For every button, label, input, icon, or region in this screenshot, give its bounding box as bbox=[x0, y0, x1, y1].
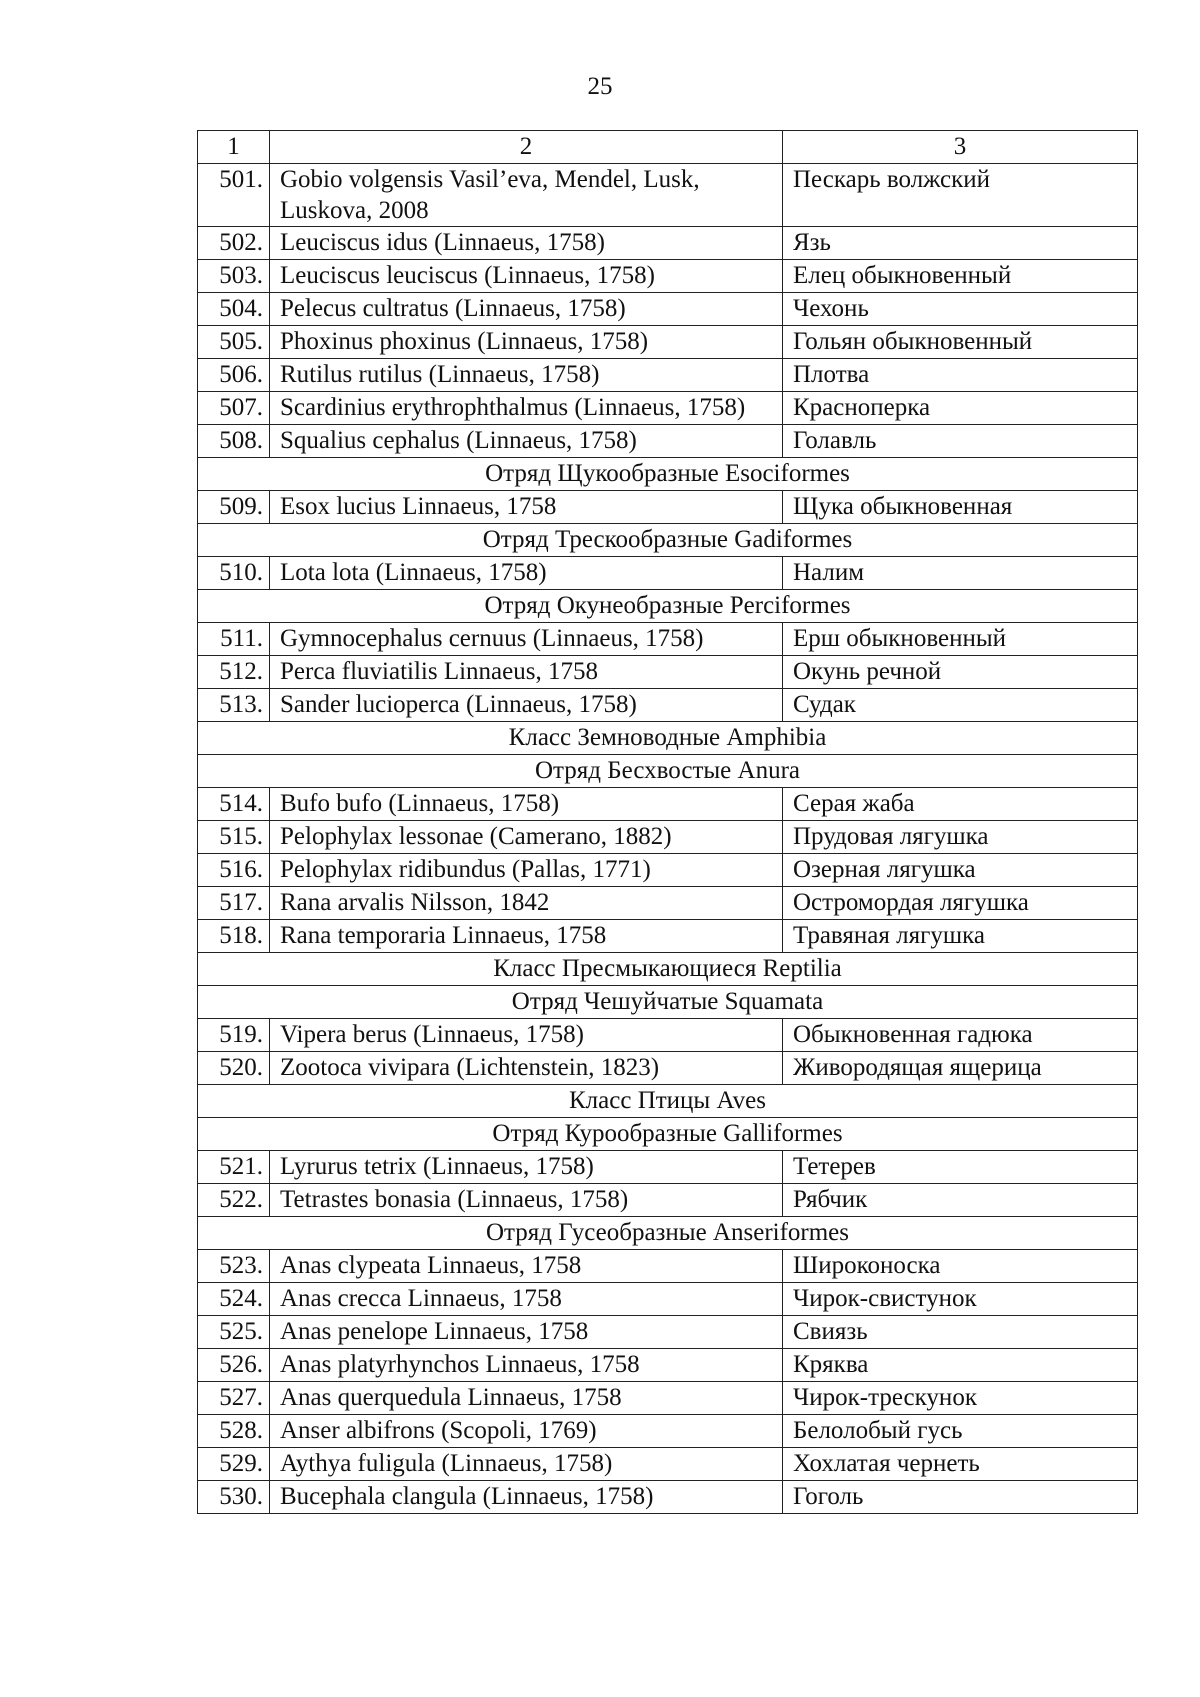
group-label: Класс Пресмыкающиеся Reptilia bbox=[198, 953, 1138, 986]
entry-number: 525. bbox=[198, 1316, 270, 1349]
entry-number: 524. bbox=[198, 1283, 270, 1316]
russian-name: Широконоска bbox=[783, 1250, 1138, 1283]
table-row bbox=[198, 1382, 1138, 1415]
latin-name: Anas crecca Linnaeus, 1758 bbox=[270, 1283, 783, 1316]
latin-name: Squalius cephalus (Linnaeus, 1758) bbox=[270, 425, 783, 458]
russian-name: Свиязь bbox=[783, 1316, 1138, 1349]
header-cell-2: 2 bbox=[270, 131, 783, 164]
latin-name: Anser albifrons (Scopoli, 1769) bbox=[270, 1415, 783, 1448]
table-row bbox=[198, 164, 1138, 227]
russian-name: Обыкновенная гадюка bbox=[783, 1019, 1138, 1052]
latin-name: Esox lucius Linnaeus, 1758 bbox=[270, 491, 783, 524]
page-number: 25 bbox=[587, 73, 613, 100]
latin-name: Anas clypeata Linnaeus, 1758 bbox=[270, 1250, 783, 1283]
group-label: Отряд Гусеобразные Anseriformes bbox=[198, 1217, 1138, 1250]
latin-name: Pelophylax lessonae (Camerano, 1882) bbox=[270, 821, 783, 854]
entry-number: 526. bbox=[198, 1349, 270, 1382]
russian-name: Рябчик bbox=[783, 1184, 1138, 1217]
russian-name: Озерная лягушка bbox=[783, 854, 1138, 887]
russian-name: Чирок-свистунок bbox=[783, 1283, 1138, 1316]
russian-name: Голавль bbox=[783, 425, 1138, 458]
table-row bbox=[198, 656, 1138, 689]
latin-name: Anas penelope Linnaeus, 1758 bbox=[270, 1316, 783, 1349]
group-row bbox=[198, 458, 1138, 491]
entry-number: 521. bbox=[198, 1151, 270, 1184]
table-row bbox=[198, 392, 1138, 425]
entry-number: 505. bbox=[198, 326, 270, 359]
latin-name: Leuciscus idus (Linnaeus, 1758) bbox=[270, 227, 783, 260]
entry-number: 530. bbox=[198, 1481, 270, 1514]
table-row bbox=[198, 1184, 1138, 1217]
latin-name: Lota lota (Linnaeus, 1758) bbox=[270, 557, 783, 590]
russian-name: Серая жаба bbox=[783, 788, 1138, 821]
group-row bbox=[198, 1085, 1138, 1118]
entry-number: 518. bbox=[198, 920, 270, 953]
russian-name: Налим bbox=[783, 557, 1138, 590]
russian-name: Хохлатая чернеть bbox=[783, 1448, 1138, 1481]
group-label: Класс Земноводные Amphibia bbox=[198, 722, 1138, 755]
russian-name: Ерш обыкновенный bbox=[783, 623, 1138, 656]
group-label: Отряд Окунеобразные Perciformes bbox=[198, 590, 1138, 623]
russian-name: Травяная лягушка bbox=[783, 920, 1138, 953]
table-row bbox=[198, 623, 1138, 656]
group-row bbox=[198, 590, 1138, 623]
latin-name: Scardinius erythrophthalmus (Linnaeus, 1758) bbox=[270, 392, 783, 425]
russian-name: Живородящая ящерица bbox=[783, 1052, 1138, 1085]
table-row bbox=[198, 1052, 1138, 1085]
russian-name: Щука обыкновенная bbox=[783, 491, 1138, 524]
latin-name: Leuciscus leuciscus (Linnaeus, 1758) bbox=[270, 260, 783, 293]
group-row bbox=[198, 1118, 1138, 1151]
table-row bbox=[198, 1415, 1138, 1448]
table-row bbox=[198, 491, 1138, 524]
group-label: Отряд Щукообразные Esociformes bbox=[198, 458, 1138, 491]
entry-number: 527. bbox=[198, 1382, 270, 1415]
entry-number: 502. bbox=[198, 227, 270, 260]
table-row bbox=[198, 359, 1138, 392]
entry-number: 506. bbox=[198, 359, 270, 392]
latin-name: Rutilus rutilus (Linnaeus, 1758) bbox=[270, 359, 783, 392]
group-row bbox=[198, 524, 1138, 557]
group-label: Отряд Курообразные Galliformes bbox=[198, 1118, 1138, 1151]
latin-name: Aythya fuligula (Linnaeus, 1758) bbox=[270, 1448, 783, 1481]
table-row bbox=[198, 326, 1138, 359]
table-row bbox=[198, 920, 1138, 953]
table-row bbox=[198, 557, 1138, 590]
russian-name: Кряква bbox=[783, 1349, 1138, 1382]
russian-name: Остромордая лягушка bbox=[783, 887, 1138, 920]
russian-name: Елец обыкновенный bbox=[783, 260, 1138, 293]
entry-number: 515. bbox=[198, 821, 270, 854]
header-cell-3: 3 bbox=[783, 131, 1138, 164]
entry-number: 514. bbox=[198, 788, 270, 821]
table-row bbox=[198, 1283, 1138, 1316]
table-row bbox=[198, 1019, 1138, 1052]
entry-number: 511. bbox=[198, 623, 270, 656]
russian-name: Красноперка bbox=[783, 392, 1138, 425]
table-row bbox=[198, 260, 1138, 293]
group-label: Отряд Чешуйчатые Squamata bbox=[198, 986, 1138, 1019]
latin-name: Zootoca vivipara (Lichtenstein, 1823) bbox=[270, 1052, 783, 1085]
table-row bbox=[198, 1448, 1138, 1481]
table-body bbox=[198, 131, 1138, 1514]
latin-name: Anas platyrhynchos Linnaeus, 1758 bbox=[270, 1349, 783, 1382]
entry-number: 509. bbox=[198, 491, 270, 524]
group-label: Отряд Бесхвостые Anura bbox=[198, 755, 1138, 788]
entry-number: 522. bbox=[198, 1184, 270, 1217]
table-row bbox=[198, 293, 1138, 326]
group-row bbox=[198, 953, 1138, 986]
entry-number: 519. bbox=[198, 1019, 270, 1052]
table-row bbox=[198, 1316, 1138, 1349]
russian-name: Прудовая лягушка bbox=[783, 821, 1138, 854]
group-label: Отряд Трескообразные Gadiformes bbox=[198, 524, 1138, 557]
table-row bbox=[198, 887, 1138, 920]
table-row bbox=[198, 227, 1138, 260]
entry-number: 503. bbox=[198, 260, 270, 293]
table-row bbox=[198, 1250, 1138, 1283]
table-row bbox=[198, 821, 1138, 854]
russian-name: Гоголь bbox=[783, 1481, 1138, 1514]
entry-number: 517. bbox=[198, 887, 270, 920]
entry-number: 504. bbox=[198, 293, 270, 326]
table-row bbox=[198, 689, 1138, 722]
entry-number: 523. bbox=[198, 1250, 270, 1283]
latin-name: Lyrurus tetrix (Linnaeus, 1758) bbox=[270, 1151, 783, 1184]
entry-number: 510. bbox=[198, 557, 270, 590]
russian-name: Белолобый гусь bbox=[783, 1415, 1138, 1448]
header-row bbox=[198, 131, 1138, 164]
header-cell-1: 1 bbox=[198, 131, 270, 164]
latin-name: Tetrastes bonasia (Linnaeus, 1758) bbox=[270, 1184, 783, 1217]
entry-number: 529. bbox=[198, 1448, 270, 1481]
russian-name: Чирок-трескунок bbox=[783, 1382, 1138, 1415]
latin-name: Pelophylax ridibundus (Pallas, 1771) bbox=[270, 854, 783, 887]
entry-number: 513. bbox=[198, 689, 270, 722]
russian-name: Окунь речной bbox=[783, 656, 1138, 689]
entry-number: 508. bbox=[198, 425, 270, 458]
table-row bbox=[198, 1481, 1138, 1514]
table-row bbox=[198, 425, 1138, 458]
russian-name: Язь bbox=[783, 227, 1138, 260]
latin-name: Bucephala clangula (Linnaeus, 1758) bbox=[270, 1481, 783, 1514]
latin-name: Gobio volgensis Vasil’eva, Mendel, Lusk, Luskova, 2008 bbox=[270, 164, 783, 227]
russian-name: Плотва bbox=[783, 359, 1138, 392]
table-row bbox=[198, 788, 1138, 821]
table-row bbox=[198, 1151, 1138, 1184]
entry-number: 516. bbox=[198, 854, 270, 887]
latin-name: Vipera berus (Linnaeus, 1758) bbox=[270, 1019, 783, 1052]
entry-number: 512. bbox=[198, 656, 270, 689]
table-row bbox=[198, 1349, 1138, 1382]
entry-number: 507. bbox=[198, 392, 270, 425]
latin-name: Phoxinus phoxinus (Linnaeus, 1758) bbox=[270, 326, 783, 359]
entry-number: 520. bbox=[198, 1052, 270, 1085]
latin-name: Perca fluviatilis Linnaeus, 1758 bbox=[270, 656, 783, 689]
group-label: Класс Птицы Aves bbox=[198, 1085, 1138, 1118]
russian-name: Тетерев bbox=[783, 1151, 1138, 1184]
russian-name: Чехонь bbox=[783, 293, 1138, 326]
russian-name: Пескарь волжский bbox=[783, 164, 1138, 227]
russian-name: Гольян обыкновенный bbox=[783, 326, 1138, 359]
russian-name: Судак bbox=[783, 689, 1138, 722]
latin-name: Bufo bufo (Linnaeus, 1758) bbox=[270, 788, 783, 821]
group-row bbox=[198, 1217, 1138, 1250]
entry-number: 501. bbox=[198, 164, 270, 227]
entry-number: 528. bbox=[198, 1415, 270, 1448]
table-row bbox=[198, 854, 1138, 887]
group-row bbox=[198, 755, 1138, 788]
group-row bbox=[198, 986, 1138, 1019]
latin-name: Gymnocephalus cernuus (Linnaeus, 1758) bbox=[270, 623, 783, 656]
latin-name: Pelecus cultratus (Linnaeus, 1758) bbox=[270, 293, 783, 326]
latin-name: Sander lucioperca (Linnaeus, 1758) bbox=[270, 689, 783, 722]
group-row bbox=[198, 722, 1138, 755]
species-table bbox=[197, 130, 1138, 1514]
latin-name: Rana arvalis Nilsson, 1842 bbox=[270, 887, 783, 920]
latin-name: Rana temporaria Linnaeus, 1758 bbox=[270, 920, 783, 953]
latin-name: Anas querquedula Linnaeus, 1758 bbox=[270, 1382, 783, 1415]
